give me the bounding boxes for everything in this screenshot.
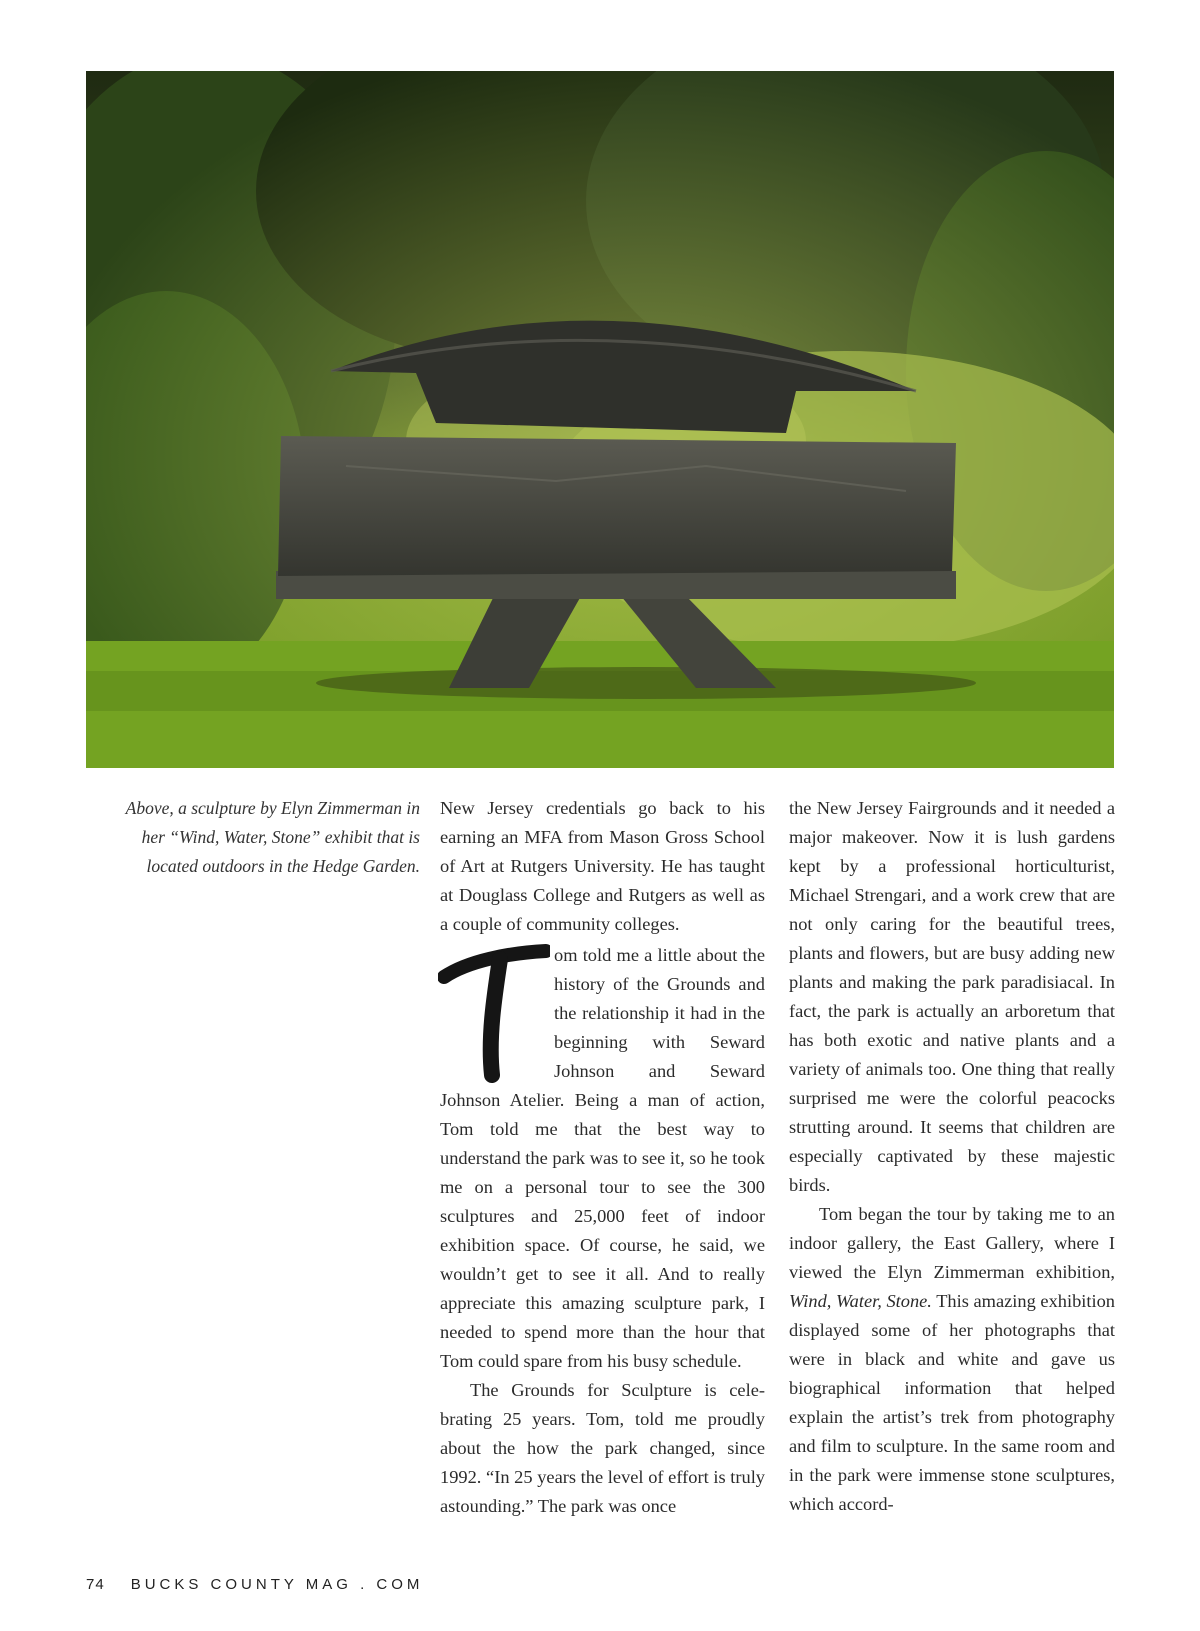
sculpture-image [86, 71, 1114, 768]
column2-paragraph-2 [789, 1200, 1115, 1519]
drop-cap-letter [438, 943, 550, 1085]
photo-caption: Above, a sculpture by Elyn Zimmerman in her “Wind, Water, Stone” exhibit that is located outdoors in the Hedge Garden. [125, 798, 420, 876]
article-column-2 [789, 794, 1115, 1519]
column1-paragraph-2-text: om told me a little about the history of the Grounds and the relationship it had in the beginning with Seward Johnson and Seward Johnson Atelier. Being a man of action, Tom told me that the best way to understand the park was to see it, so he took me on a personal tour to see the 300 sculptures and 25,000 feet of indoor exhibition space. Of course, he said, we wouldn’t get to see it all. And to really appreciate this amazing sculpture park, I needed to spend more than the hour that Tom could spare from his busy schedule. [440, 945, 765, 1371]
column2-paragraph-2-end: This amazing exhibition displayed some of her photographs that were in black and white and gave us biographical information that helped explain the artist’s trek from photography and film to sculpture. In the same room and in the park were immense stone sculptures, which accord- [789, 1291, 1115, 1514]
column1-paragraph-3: The Grounds for Sculpture is celebrating 25 years. Tom, told me proudly about the how the park changed, since 1992. “In 25 years the level of effort is truly astounding.” The park was once [440, 1380, 765, 1516]
sculpture-photo [86, 71, 1114, 768]
exhibit-title: Wind, Water, Stone. [789, 1291, 932, 1311]
page-number: 74 [86, 1576, 105, 1593]
publication-url: BUCKS COUNTY MAG . COM [130, 1576, 424, 1593]
drop-cap-t-glyph [438, 943, 550, 1085]
article-column-1 [440, 794, 765, 1521]
column2-paragraph-2-start: Tom began the tour by taking me to an indoor gallery, the East Gallery, where I viewed the Elyn Zimmerman exhibition, [789, 1204, 1115, 1282]
column1-paragraph-1: New Jersey credentials go back to his earning an MFA from Mason Gross School of Art at Rutgers University. He has taught at Douglass College and Rutgers as well as a couple of community colleges. [440, 798, 765, 934]
page-footer [86, 1576, 423, 1593]
column1-paragraph-2 [440, 941, 765, 1376]
column2-paragraph-1: the New Jersey Fairgrounds and it needed a major makeover. Now it is lush gardens kept by a professional horticulturist, Michael Strengari, and a work crew that are not only caring for the beautiful trees, plants and flowers, but are busy adding new plants and making the park paradisiacal. In fact, the park is actually an arboretum that has both exotic and native plants and a variety of animals too. One thing that really surprised me were the colorful peacocks strutting around. It seems that children are especially captivated by these majestic birds. [789, 798, 1115, 1195]
